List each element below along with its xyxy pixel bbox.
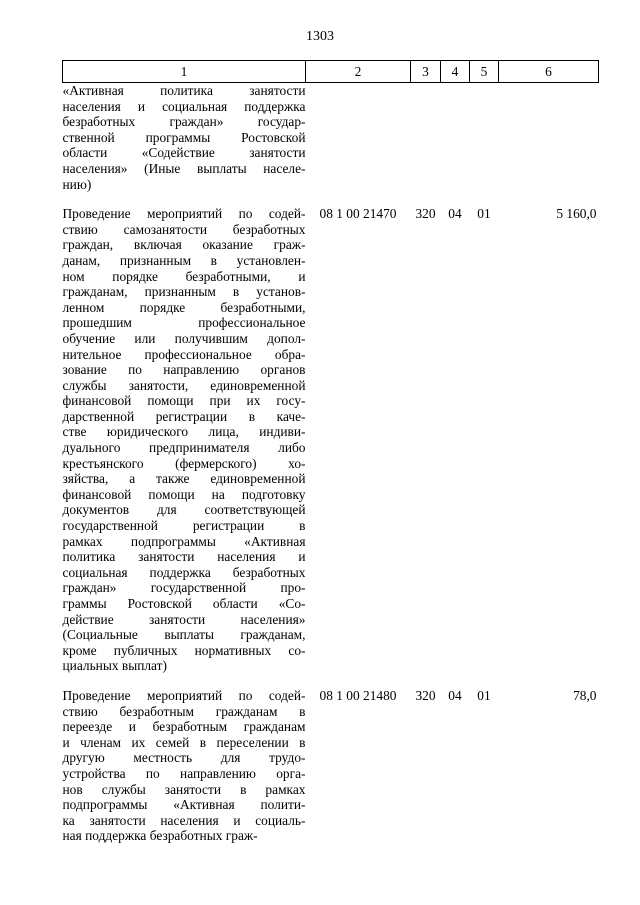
table-row bbox=[63, 192, 599, 674]
description-line: государственной регистрации в bbox=[62, 518, 306, 534]
description-line: нов службы занятости в рамках bbox=[62, 781, 306, 797]
row-section bbox=[441, 83, 470, 193]
description-line: службы занятости, единовременной bbox=[62, 377, 306, 393]
description-line: Проведение мероприятий по содей- bbox=[62, 687, 306, 703]
row-target-code: 08 1 00 21470 bbox=[319, 206, 397, 222]
description-line: циальных выплат) bbox=[62, 658, 167, 674]
page-number: 1303 bbox=[306, 29, 334, 44]
budget-table bbox=[62, 60, 599, 844]
description-line: подпрограммы «Активная полити- bbox=[62, 797, 306, 813]
description-line: ленном порядке безработными, bbox=[62, 299, 306, 315]
row-amount: 5 160,0 bbox=[556, 206, 597, 222]
description-line: действие занятости населения» bbox=[62, 611, 306, 627]
header-col-2: 2 bbox=[306, 61, 411, 83]
description-line: граждан, включая оказание граж- bbox=[62, 237, 306, 253]
description-line: области «Содействие занятости bbox=[62, 145, 306, 161]
description-line: финансовой помощи при их госу- bbox=[62, 393, 306, 409]
description-line: дарственной регистрации в каче- bbox=[62, 408, 306, 424]
description-line: гражданам, признанным в установ- bbox=[62, 284, 306, 300]
table-row bbox=[63, 83, 599, 193]
row-subsection: 01 bbox=[477, 206, 491, 222]
description-line: финансовой помощи на подготовку bbox=[62, 486, 306, 502]
description-line: и членам их семей в переселении в bbox=[62, 734, 306, 750]
description-line: рамках подпрограммы «Активная bbox=[62, 533, 306, 549]
row-subsection: 01 bbox=[477, 687, 491, 703]
row-expense-type bbox=[411, 83, 441, 193]
description-line: зование по направлению органов bbox=[62, 362, 306, 378]
row-description bbox=[63, 83, 306, 193]
description-line: кроме публичных нормативных со- bbox=[62, 642, 306, 658]
row-description bbox=[63, 192, 306, 674]
description-line: населения и социальная поддержка bbox=[62, 98, 306, 114]
description-line: обучение или получившим допол- bbox=[62, 330, 306, 346]
description-line: политика занятости населения и bbox=[62, 549, 306, 565]
description-line: данам, признанным в установлен- bbox=[62, 252, 306, 268]
row-section: 04 bbox=[448, 687, 462, 703]
row-subsection bbox=[470, 83, 499, 193]
header-col-3: 3 bbox=[411, 61, 441, 83]
description-line: (Социальные выплаты гражданам, bbox=[62, 627, 306, 643]
description-line: населения» (Иные выплаты населе- bbox=[62, 160, 306, 176]
row-target-code: 08 1 00 21480 bbox=[319, 687, 397, 703]
header-col-5: 5 bbox=[470, 61, 499, 83]
description-line: устройства по направлению орга- bbox=[62, 765, 306, 781]
row-expense-type: 320 bbox=[415, 687, 436, 703]
header-col-4: 4 bbox=[441, 61, 470, 83]
description-line: нию) bbox=[62, 176, 92, 192]
description-line: ная поддержка безработных граж- bbox=[62, 828, 258, 844]
row-description bbox=[63, 674, 306, 844]
description-line: стве юридического лица, индиви- bbox=[62, 424, 306, 440]
description-line: ка занятости населения и социаль- bbox=[62, 812, 306, 828]
description-line: «Активная политика занятости bbox=[62, 83, 306, 98]
description-line: прошедшим профессиональное bbox=[62, 315, 306, 331]
row-amount bbox=[499, 83, 599, 193]
description-line: крестьянского (фермерского) хо- bbox=[62, 455, 306, 471]
row-section: 04 bbox=[448, 206, 462, 222]
row-amount: 78,0 bbox=[573, 687, 597, 703]
description-line: нительное профессиональное обра- bbox=[62, 346, 306, 362]
table-row bbox=[63, 674, 599, 844]
description-line: ственной программы Ростовской bbox=[62, 129, 306, 145]
description-line: безработных граждан» государ- bbox=[62, 114, 306, 130]
header-col-1: 1 bbox=[63, 61, 306, 83]
table-body bbox=[63, 83, 599, 844]
description-line: зяйства, а также единовременной bbox=[62, 471, 306, 487]
description-line: переезде и безработным гражданам bbox=[62, 719, 306, 735]
description-line: граждан» государственной про- bbox=[62, 580, 306, 596]
row-expense-type: 320 bbox=[415, 206, 436, 222]
row-target-code bbox=[306, 83, 411, 193]
description-line: граммы Ростовской области «Со- bbox=[62, 596, 306, 611]
description-line: ствию самозанятости безработных bbox=[62, 221, 306, 237]
description-line: другую местность для трудо- bbox=[62, 750, 306, 766]
description-line: документов для соответствующей bbox=[62, 502, 306, 518]
description-line: ствию безработным гражданам в bbox=[62, 703, 306, 719]
description-line: социальная поддержка безработных bbox=[62, 564, 306, 580]
description-line: Проведение мероприятий по содей- bbox=[62, 206, 306, 222]
description-line: ном порядке безработными, и bbox=[62, 268, 306, 284]
header-col-6: 6 bbox=[499, 61, 599, 83]
description-line: дуального предпринимателя либо bbox=[62, 440, 306, 456]
table-header-row bbox=[63, 61, 599, 83]
